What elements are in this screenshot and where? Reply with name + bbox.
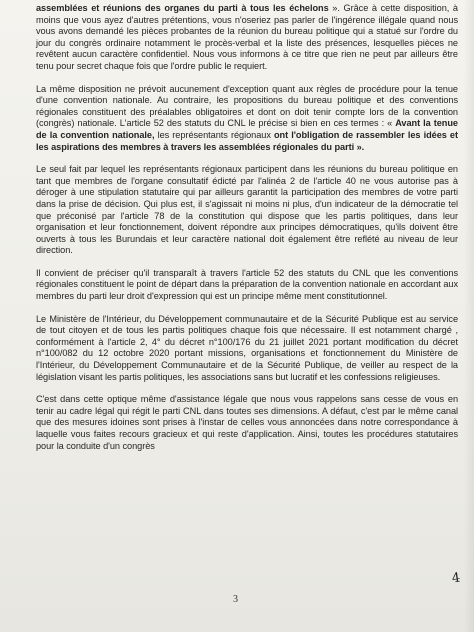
text: ». Grâce à cette disposition, à moins que vous ayez d'autres prétentions, vous n'oseriez pas parler de l'ingérence illégale quand nous vous avons demandé les pièces probantes de la réunion du bureau politique qui a statué sur l'ordre du jour du congrès ordinaire notamment le procès-verbal et la liste des présences, lesquelles pièces ne revêtent aucun caractère confidentiel. Nous vous informons à ce titre que rien ne peut par ailleurs être tenu pour secret chaque fois que l'ordre public le requiert. <box>36 3 458 71</box>
bold-text: Avant la tenue de la convention nationale, <box>36 118 458 140</box>
paragraph-2 <box>36 84 458 154</box>
page-number: 3 <box>233 594 238 605</box>
text: La même disposition ne prévoit aucunement d'exception quant aux règles de procédure pour la tenue d'une convention nationale. Au contraire, les propositions du bureau politique et des conventions régionales constituent des préalables obligatoires et dont on doit tenir compte lors de la convention (congrès) nationale. L'article 52 des statuts du CNL le précise si bien en ces termes : « <box>36 83 458 129</box>
text: les représentants régionaux <box>154 129 274 140</box>
paragraph-3 <box>36 164 458 257</box>
paragraph-1 <box>36 3 458 73</box>
text: C'est dans cette optique même d'assistance légale que nous vous rappelons sans cesse de vous en tenir au cadre légal qui régit le parti CNL dans toutes ses dimensions. A défaut, c'est par le même canal que des mesures idoines sont prises à l'instar de celles vous annoncées dans notre correspondance à laquelle vous faites recours gracieux et qui reste d'application. Ainsi, toutes les procédures statutaires pour la conduite d'un congrès <box>36 394 458 451</box>
handwritten-margin-mark: 4 <box>450 570 462 587</box>
text: Le seul fait par lequel les représentants régionaux participent dans les réunions du bureau politique en tant que membres de l'organe consultatif édicté par l'alinéa 2 de l'article 40 ne vous autorise pas à déroger à une stipulation statutaire qui par ailleurs garantit la participation des membres de votre parti dans la prise de décision. Qui plus est, il s'agissait ni moins ni plus, d'un indicateur de la démocratie tel que préconisé par l'article 78 de la constitution qui dispose que les partis politiques, dans leur organisation et leur fonctionnement, doivent répondre aux principes démocratiques, qu'ils doivent être ouverts à tous les Burundais et leur caractère national doit également être reflété au niveau de leur direction. <box>36 164 458 256</box>
letter-body <box>36 3 458 460</box>
paragraph-4 <box>36 268 458 303</box>
paragraph-6 <box>36 394 458 452</box>
text: Le Ministère de l'Intérieur, du Développement communautaire et de la Sécurité Publique est au service de tout citoyen et de tous les partis politiques chaque fois que nécessaire. Il est notamment chargé , conformément à l'article 2, 4° du décret n°100/176 du 21 juillet 2021 portant modification du décret n°100/082 du 12 octobre 2020 portant missions, organisations et fonctionnement du Ministère de l'Intérieur, du Développement Communautaire et de la Sécurité Publique, de veiller au respect de la législation visant les partis politiques, les associations sans but lucratif et les confessions religieuses. <box>36 313 458 382</box>
text: Il convient de préciser qu'il transparaît à travers l'article 52 des statuts du CNL que les conventions régionales constituent le point de départ dans la préparation de la convention nationale en accordant aux membres du parti leur droit d'expression qui est un principe même ment constitutionnel. <box>36 267 458 302</box>
paragraph-5 <box>36 314 458 384</box>
page-edge-shadow <box>464 0 474 632</box>
bold-text: assemblées et réunions des organes du parti à tous les échelons <box>36 3 329 13</box>
bold-text: ont l'obligation de rassembler les idées et les aspirations des membres à travers les assemblées régionales du parti ». <box>36 129 459 152</box>
